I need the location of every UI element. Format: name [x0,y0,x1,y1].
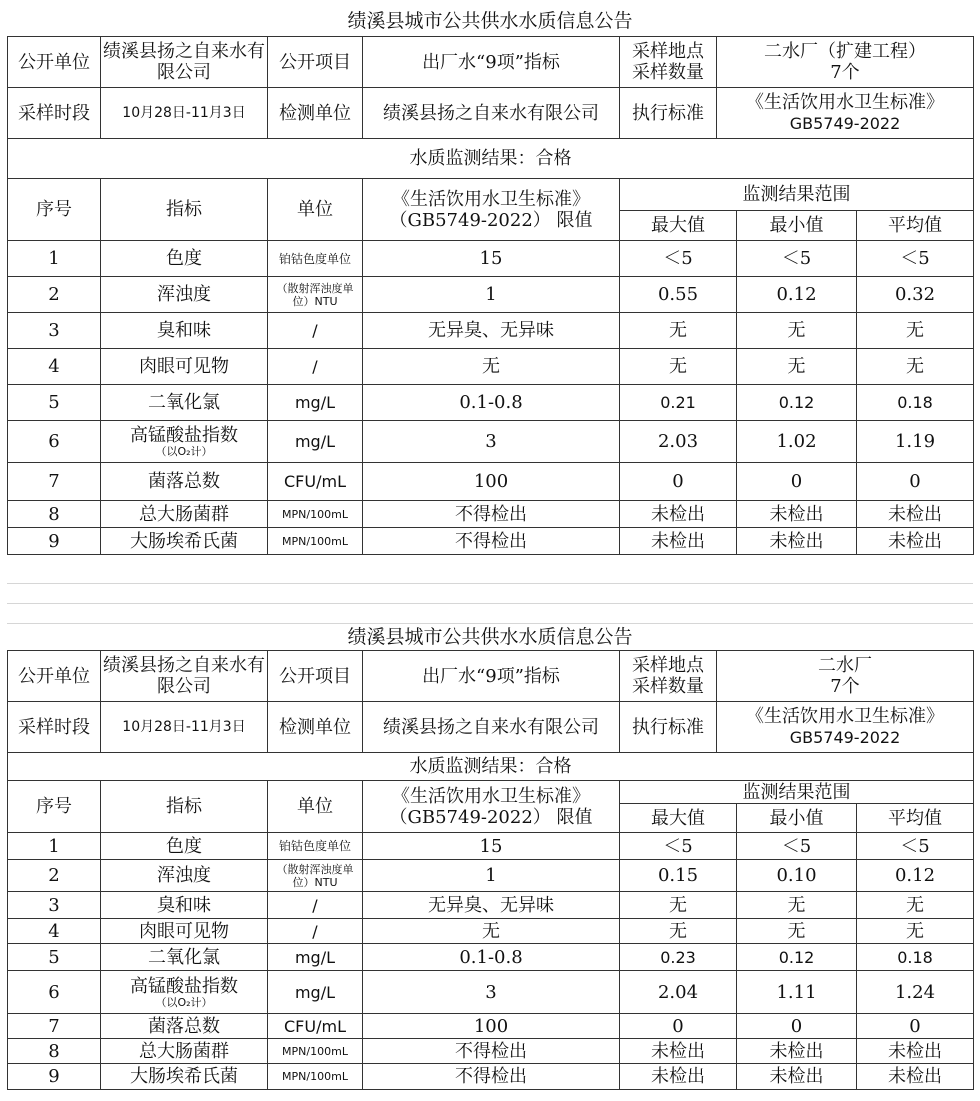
empty-row [7,584,973,604]
value-min: 0 [737,1014,857,1039]
std-value: 《生活饮用水卫生标准》 [746,706,944,727]
header-indicator: 指标 [101,179,268,241]
header-min: 最小值 [737,804,857,833]
value-max: ＜5 [620,833,737,860]
site-cell [717,37,974,88]
site-count: 7个 [830,676,860,697]
value-max: 未检出 [620,501,737,528]
table-row [8,313,974,349]
value-max: 未检出 [620,1064,737,1090]
indicator-unit: MPN/100mL [268,1039,363,1064]
indicator-name [101,1014,268,1039]
table-row [8,528,974,555]
indicator-unit: / [268,892,363,919]
table-row [8,919,974,944]
value-min: 0.12 [737,277,857,313]
value-max: 无 [620,892,737,919]
lab-label: 检测单位 [268,88,363,139]
table-row [8,349,974,385]
value-min: 无 [737,313,857,349]
result-banner: 水质监测结果：合格 [8,139,974,179]
value-avg: 未检出 [857,528,974,555]
value-avg: ＜5 [857,833,974,860]
header-min: 最小值 [737,211,857,241]
site-label: 采样地点 采样数量 [620,37,717,88]
indicator-unit: CFU/mL [268,1014,363,1039]
indicator-label: 浑浊度 [157,284,211,305]
row-no: 8 [8,501,101,528]
value-avg: 未检出 [857,1039,974,1064]
value-min: 未检出 [737,1039,857,1064]
header-max: 最大值 [620,211,737,241]
indicator-unit: / [268,349,363,385]
indicator-label: 二氧化氯 [148,946,220,968]
unit-value: 绩溪县扬之自来水有限公司 [101,37,268,88]
standard-limit: 不得检出 [363,501,620,528]
value-min: ＜5 [737,833,857,860]
header-avg: 平均值 [857,211,974,241]
standard-limit: 1 [363,277,620,313]
value-avg: 0.32 [857,277,974,313]
standard-limit: 不得检出 [363,1064,620,1090]
row-no: 9 [8,528,101,555]
value-max: 0 [620,463,737,501]
indicator-name [101,385,268,421]
indicator-note: （以O₂计） [155,445,213,458]
indicator-label: 大肠埃希氏菌 [130,530,238,552]
standard-limit: 无异臭、无异味 [363,892,620,919]
indicator-name [101,313,268,349]
value-avg: 未检出 [857,1064,974,1090]
indicator-label: 总大肠菌群 [139,503,229,525]
row-no: 7 [8,463,101,501]
standard-limit: 无 [363,349,620,385]
value-max: ＜5 [620,241,737,277]
indicator-label: 色度 [166,835,202,857]
indicator-name [101,971,268,1014]
indicator-note: （以O₂计） [155,995,213,1009]
std-label: 执行标准 [620,88,717,139]
std-cell [717,88,974,139]
value-avg: 0.12 [857,860,974,892]
value-max: 0.15 [620,860,737,892]
period-label: 采样时段 [8,702,101,753]
table-row [8,1039,974,1064]
indicator-label: 二氧化氯 [148,392,220,413]
empty-row [7,604,973,624]
indicator-label: 浑浊度 [157,865,211,886]
indicator-name [101,277,268,313]
value-min: 无 [737,349,857,385]
value-avg: 0 [857,463,974,501]
standard-limit: 100 [363,1014,620,1039]
results-table [7,178,974,555]
results-table [7,780,974,1090]
indicator-label: 肉眼可见物 [139,356,229,377]
site-cell [717,651,974,702]
value-max: 0 [620,1014,737,1039]
row-no: 3 [8,313,101,349]
header-indicator: 指标 [101,781,268,833]
table-row [8,501,974,528]
indicator-name [101,349,268,385]
table-row [8,833,974,860]
header-avg: 平均值 [857,804,974,833]
value-avg: 1.24 [857,971,974,1014]
results-body [8,241,974,555]
row-no: 9 [8,1064,101,1090]
header-range: 监测结果范围 [620,781,974,804]
indicator-label: 菌落总数 [148,471,220,492]
row-no: 8 [8,1039,101,1064]
indicator-name [101,944,268,971]
value-avg: 无 [857,919,974,944]
value-max: 2.04 [620,971,737,1014]
indicator-unit: （散射浑浊度单位）NTU [268,860,363,892]
notice-title: 绩溪县城市公共供水水质信息公告 [347,10,633,32]
indicator-unit: mg/L [268,385,363,421]
std-value: 《生活饮用水卫生标准》 [746,92,944,113]
value-min: 0 [737,463,857,501]
site-label: 采样地点 采样数量 [620,651,717,702]
standard-limit: 不得检出 [363,1039,620,1064]
lab-value: 绩溪县扬之自来水有限公司 [363,88,620,139]
value-min: 无 [737,919,857,944]
header-no: 序号 [8,781,101,833]
item-value: 出厂水“9项”指标 [363,37,620,88]
table-row [8,277,974,313]
results-body [8,833,974,1090]
value-avg: 无 [857,349,974,385]
item-label: 公开项目 [268,37,363,88]
value-min: 0.12 [737,944,857,971]
value-avg: 1.19 [857,421,974,463]
indicator-unit: / [268,313,363,349]
notice-sheet-1 [7,6,973,564]
indicator-unit: / [268,919,363,944]
indicator-name [101,501,268,528]
table-row [8,463,974,501]
table-row [8,944,974,971]
standard-limit: 0.1-0.8 [363,944,620,971]
notice-sheet-2 [7,622,973,1096]
header-limit-line1: 《生活饮用水卫生标准》 [392,188,590,210]
value-min: 0.10 [737,860,857,892]
indicator-name [101,833,268,860]
spreadsheet-gap [7,564,973,624]
row-no: 4 [8,919,101,944]
indicator-unit: mg/L [268,421,363,463]
indicator-unit: mg/L [268,944,363,971]
value-max: 无 [620,349,737,385]
row-no: 6 [8,421,101,463]
value-max: 未检出 [620,1039,737,1064]
value-max: 0.23 [620,944,737,971]
table-row [8,860,974,892]
header-limit [363,179,620,241]
header-no: 序号 [8,179,101,241]
value-avg: 0.18 [857,944,974,971]
header-range: 监测结果范围 [620,179,974,211]
table-row [8,241,974,277]
indicator-label: 肉眼可见物 [139,920,229,942]
indicator-label: 总大肠菌群 [139,1040,229,1062]
header-max: 最大值 [620,804,737,833]
table-row [8,1014,974,1039]
indicator-unit: （散射浑浊度单位）NTU [268,277,363,313]
period-label: 采样时段 [8,88,101,139]
std-code: GB5749-2022 [789,114,901,133]
standard-limit: 15 [363,833,620,860]
value-min: 1.11 [737,971,857,1014]
row-no: 4 [8,349,101,385]
row-no: 6 [8,971,101,1014]
value-avg: 0.18 [857,385,974,421]
value-max: 未检出 [620,528,737,555]
indicator-unit: CFU/mL [268,463,363,501]
standard-limit: 15 [363,241,620,277]
row-no: 1 [8,241,101,277]
row-no: 7 [8,1014,101,1039]
indicator-label: 色度 [166,248,202,269]
value-avg: 无 [857,892,974,919]
value-max: 无 [620,313,737,349]
indicator-name [101,919,268,944]
info-table [7,36,974,179]
header-unit: 单位 [268,781,363,833]
info-table [7,650,974,781]
value-min: 未检出 [737,528,857,555]
row-no: 2 [8,277,101,313]
indicator-unit: MPN/100mL [268,1064,363,1090]
indicator-name [101,241,268,277]
value-max: 0.55 [620,277,737,313]
indicator-unit: 铂钴色度单位 [268,241,363,277]
header-unit: 单位 [268,179,363,241]
table-row [8,421,974,463]
lab-label: 检测单位 [268,702,363,753]
standard-limit: 3 [363,971,620,1014]
value-avg: 0 [857,1014,974,1039]
table-row [8,892,974,919]
standard-limit: 无 [363,919,620,944]
unit-label: 公开单位 [8,651,101,702]
indicator-unit: MPN/100mL [268,528,363,555]
indicator-name [101,421,268,463]
standard-limit: 1 [363,860,620,892]
indicator-label: 高锰酸盐指数 [130,975,238,997]
header-limit-line2: （GB5749-2022） 限值 [389,806,593,828]
indicator-label: 臭和味 [157,894,211,916]
indicator-label: 菌落总数 [148,1015,220,1037]
value-min: 1.02 [737,421,857,463]
header-limit [363,781,620,833]
standard-limit: 不得检出 [363,528,620,555]
lab-value: 绩溪县扬之自来水有限公司 [363,702,620,753]
standard-limit: 0.1-0.8 [363,385,620,421]
std-label: 执行标准 [620,702,717,753]
unit-value: 绩溪县扬之自来水有限公司 [101,651,268,702]
row-no: 5 [8,385,101,421]
period-value: 10月28日-11月3日 [101,88,268,139]
indicator-name [101,1064,268,1090]
item-label: 公开项目 [268,651,363,702]
row-no: 2 [8,860,101,892]
indicator-unit: MPN/100mL [268,501,363,528]
indicator-name [101,528,268,555]
value-max: 无 [620,919,737,944]
row-no: 3 [8,892,101,919]
table-row [8,385,974,421]
value-max: 0.21 [620,385,737,421]
table-row [8,971,974,1014]
header-limit-line2: （GB5749-2022） 限值 [389,209,593,231]
indicator-unit: 铂钴色度单位 [268,833,363,860]
value-avg: ＜5 [857,241,974,277]
row-no: 5 [8,944,101,971]
std-cell [717,702,974,753]
value-avg: 未检出 [857,501,974,528]
indicator-name [101,892,268,919]
unit-label: 公开单位 [8,37,101,88]
result-banner: 水质监测结果：合格 [8,753,974,781]
site-value: 二水厂 [818,655,872,676]
period-value: 10月28日-11月3日 [101,702,268,753]
indicator-name [101,860,268,892]
indicator-name [101,463,268,501]
value-max: 2.03 [620,421,737,463]
indicator-label: 臭和味 [157,320,211,341]
site-count: 7个 [830,62,860,83]
indicator-label: 高锰酸盐指数 [130,425,238,446]
notice-title: 绩溪县城市公共供水水质信息公告 [347,626,633,648]
value-min: 未检出 [737,501,857,528]
empty-row [7,564,973,584]
value-avg: 无 [857,313,974,349]
standard-limit: 无异臭、无异味 [363,313,620,349]
standard-limit: 3 [363,421,620,463]
header-limit-line1: 《生活饮用水卫生标准》 [392,785,590,807]
standard-limit: 100 [363,463,620,501]
row-no: 1 [8,833,101,860]
indicator-unit: mg/L [268,971,363,1014]
table-row [8,1064,974,1090]
value-min: 0.12 [737,385,857,421]
std-code: GB5749-2022 [789,728,901,747]
indicator-name [101,1039,268,1064]
indicator-label: 大肠埃希氏菌 [130,1066,238,1087]
site-value: 二水厂（扩建工程） [764,41,926,62]
value-min: 无 [737,892,857,919]
value-min: 未检出 [737,1064,857,1090]
value-min: ＜5 [737,241,857,277]
item-value: 出厂水“9项”指标 [363,651,620,702]
